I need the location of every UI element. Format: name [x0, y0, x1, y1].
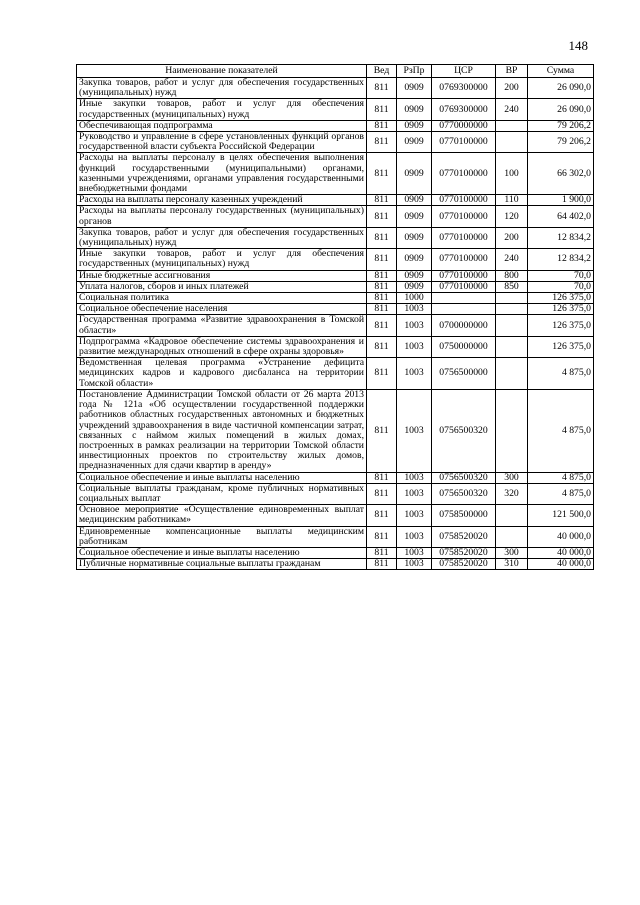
row-ved: 811	[367, 281, 397, 292]
row-sum: 66 302,0	[528, 153, 594, 195]
row-csr: 0758500000	[432, 505, 496, 526]
row-ved: 811	[367, 336, 397, 357]
row-ved: 811	[367, 270, 397, 281]
row-rzpr: 0909	[397, 120, 432, 131]
row-name: Социальное обеспечение и иные выплаты населению	[77, 472, 367, 483]
row-rzpr: 0909	[397, 78, 432, 99]
row-ved: 811	[367, 315, 397, 336]
row-csr: 0758520020	[432, 547, 496, 558]
row-sum: 79 206,2	[528, 120, 594, 131]
row-ved: 811	[367, 547, 397, 558]
row-rzpr: 1003	[397, 336, 432, 357]
table-row	[77, 526, 594, 547]
row-ved: 811	[367, 389, 397, 472]
row-rzpr: 0909	[397, 132, 432, 153]
row-rzpr: 1003	[397, 505, 432, 526]
row-ved: 811	[367, 526, 397, 547]
row-rzpr: 1003	[397, 526, 432, 547]
row-vr	[496, 293, 528, 304]
budget-table	[76, 64, 594, 570]
table-row	[77, 99, 594, 120]
table-row	[77, 227, 594, 248]
table-row	[77, 281, 594, 292]
row-csr: 0770100000	[432, 153, 496, 195]
row-csr: 0756500000	[432, 358, 496, 390]
row-vr: 800	[496, 270, 528, 281]
row-sum: 40 000,0	[528, 547, 594, 558]
row-ved: 811	[367, 358, 397, 390]
row-sum: 4 875,0	[528, 483, 594, 504]
row-rzpr: 1003	[397, 315, 432, 336]
row-name: Закупка товаров, работ и услуг для обеспечения государственных (муниципальных) нужд	[77, 78, 367, 99]
row-csr: 0756500320	[432, 389, 496, 472]
row-vr: 200	[496, 227, 528, 248]
row-name: Расходы на выплаты персоналу казенных учреждений	[77, 195, 367, 206]
row-rzpr: 1003	[397, 389, 432, 472]
row-ved: 811	[367, 78, 397, 99]
row-name: Расходы на выплаты персоналу в целях обеспечения выполнения функций государственными (муниципальными) органами, казенными учреждениями, органами управления государственными внебюджетными фондами	[77, 153, 367, 195]
row-sum: 126 375,0	[528, 304, 594, 315]
row-csr: 0770100000	[432, 195, 496, 206]
row-vr	[496, 526, 528, 547]
row-vr: 240	[496, 99, 528, 120]
table-row	[77, 304, 594, 315]
row-name: Уплата налогов, сборов и иных платежей	[77, 281, 367, 292]
row-name: Иные закупки товаров, работ и услуг для обеспечения государственных (муниципальных) нужд	[77, 99, 367, 120]
row-ved: 811	[367, 483, 397, 504]
row-vr: 100	[496, 153, 528, 195]
row-csr: 0758520020	[432, 526, 496, 547]
row-csr: 0770100000	[432, 270, 496, 281]
table-row	[77, 547, 594, 558]
row-rzpr: 1003	[397, 483, 432, 504]
row-sum: 12 834,2	[528, 227, 594, 248]
table-row	[77, 132, 594, 153]
row-ved: 811	[367, 99, 397, 120]
row-ved: 811	[367, 505, 397, 526]
row-vr	[496, 336, 528, 357]
row-rzpr: 0909	[397, 195, 432, 206]
row-sum: 26 090,0	[528, 78, 594, 99]
row-ved: 811	[367, 227, 397, 248]
row-vr	[496, 304, 528, 315]
row-vr: 110	[496, 195, 528, 206]
row-name: Публичные нормативные социальные выплаты гражданам	[77, 559, 367, 570]
row-rzpr: 0909	[397, 99, 432, 120]
row-rzpr: 0909	[397, 249, 432, 270]
row-rzpr: 1003	[397, 559, 432, 570]
table-row	[77, 336, 594, 357]
row-ved: 811	[367, 249, 397, 270]
row-sum: 126 375,0	[528, 293, 594, 304]
header-csr: ЦСР	[432, 65, 496, 78]
row-vr: 120	[496, 206, 528, 227]
row-sum: 126 375,0	[528, 315, 594, 336]
row-sum: 12 834,2	[528, 249, 594, 270]
row-name: Закупка товаров, работ и услуг для обеспечения государственных (муниципальных) нужд	[77, 227, 367, 248]
row-ved: 811	[367, 132, 397, 153]
row-vr: 310	[496, 559, 528, 570]
row-name: Социальное обеспечение населения	[77, 304, 367, 315]
header-ved: Вед	[367, 65, 397, 78]
page-number: 148	[568, 38, 588, 53]
row-name: Постановление Администрации Томской области от 26 марта 2013 года № 121а «Об осуществлении государственной поддержки работников областных государственных автономных и бюджетных учреждений здравоохранения в виде частичной компенсации затрат, связанных с наймом жилых помещений в жилых домах, построенных в рамках реализации на территории Томской области инвестиционных проектов по строительству жилых домов, предназначенных для сдачи квартир в аренду»	[77, 389, 367, 472]
row-ved: 811	[367, 206, 397, 227]
row-name: Расходы на выплаты персоналу государственных (муниципальных) органов	[77, 206, 367, 227]
row-ved: 811	[367, 195, 397, 206]
row-csr: 0770100000	[432, 281, 496, 292]
row-vr: 200	[496, 78, 528, 99]
row-sum: 26 090,0	[528, 99, 594, 120]
table-header-row	[77, 65, 594, 78]
table-row	[77, 472, 594, 483]
table-row	[77, 559, 594, 570]
row-name: Государственная программа «Развитие здравоохранения в Томской области»	[77, 315, 367, 336]
row-ved: 811	[367, 559, 397, 570]
row-sum: 79 206,2	[528, 132, 594, 153]
table-row	[77, 315, 594, 336]
row-csr: 0758520020	[432, 559, 496, 570]
row-csr: 0756500320	[432, 472, 496, 483]
header-vr: ВР	[496, 65, 528, 78]
row-name: Обеспечивающая подпрограмма	[77, 120, 367, 131]
row-name: Единовременные компенсационные выплаты медицинским работникам	[77, 526, 367, 547]
row-csr: 0700000000	[432, 315, 496, 336]
row-name: Подпрограмма «Кадровое обеспечение системы здравоохранения и развитие международных отношений в сфере охраны здоровья»	[77, 336, 367, 357]
row-rzpr: 0909	[397, 281, 432, 292]
table-row	[77, 153, 594, 195]
row-name: Основное мероприятие «Осуществление единовременных выплат медицинским работникам»	[77, 505, 367, 526]
row-csr: 0756500320	[432, 483, 496, 504]
row-csr: 0769300000	[432, 78, 496, 99]
row-rzpr: 1003	[397, 547, 432, 558]
row-csr: 0770100000	[432, 249, 496, 270]
row-sum: 126 375,0	[528, 336, 594, 357]
row-ved: 811	[367, 293, 397, 304]
row-sum: 40 000,0	[528, 559, 594, 570]
row-csr: 0770100000	[432, 132, 496, 153]
table-row	[77, 249, 594, 270]
row-rzpr: 0909	[397, 270, 432, 281]
row-csr: 0770100000	[432, 227, 496, 248]
row-vr: 300	[496, 547, 528, 558]
table-row	[77, 206, 594, 227]
row-vr: 240	[496, 249, 528, 270]
row-sum: 4 875,0	[528, 358, 594, 390]
row-ved: 811	[367, 120, 397, 131]
header-name: Наименование показателей	[77, 65, 367, 78]
row-csr: 0750000000	[432, 336, 496, 357]
row-csr: 0770100000	[432, 206, 496, 227]
row-ved: 811	[367, 153, 397, 195]
row-sum: 70,0	[528, 270, 594, 281]
table-body	[77, 78, 594, 570]
header-sum: Сумма	[528, 65, 594, 78]
row-vr	[496, 120, 528, 131]
row-vr	[496, 505, 528, 526]
row-name: Руководство и управление в сфере установленных функций органов государственной власти субъекта Российской Федерации	[77, 132, 367, 153]
row-vr	[496, 315, 528, 336]
row-name: Иные закупки товаров, работ и услуг для обеспечения государственных (муниципальных) нужд	[77, 249, 367, 270]
row-rzpr: 1000	[397, 293, 432, 304]
row-name: Социальное обеспечение и иные выплаты населению	[77, 547, 367, 558]
row-name: Социальные выплаты гражданам, кроме публичных нормативных социальных выплат	[77, 483, 367, 504]
row-ved: 811	[367, 472, 397, 483]
row-vr: 850	[496, 281, 528, 292]
row-sum: 4 875,0	[528, 389, 594, 472]
row-csr	[432, 293, 496, 304]
row-vr	[496, 358, 528, 390]
row-sum: 4 875,0	[528, 472, 594, 483]
row-csr: 0769300000	[432, 99, 496, 120]
row-name: Социальная политика	[77, 293, 367, 304]
row-rzpr: 0909	[397, 227, 432, 248]
row-rzpr: 0909	[397, 153, 432, 195]
table-row	[77, 270, 594, 281]
row-rzpr: 1003	[397, 472, 432, 483]
row-name: Ведомственная целевая программа «Устранение дефицита медицинских кадров и кадрового дисбаланса на территории Томской области»	[77, 358, 367, 390]
row-rzpr: 1003	[397, 304, 432, 315]
row-rzpr: 1003	[397, 358, 432, 390]
table-row	[77, 293, 594, 304]
table-row	[77, 120, 594, 131]
row-name: Иные бюджетные ассигнования	[77, 270, 367, 281]
row-vr: 320	[496, 483, 528, 504]
table-row	[77, 195, 594, 206]
row-vr: 300	[496, 472, 528, 483]
row-sum: 40 000,0	[528, 526, 594, 547]
row-sum: 1 900,0	[528, 195, 594, 206]
table-row	[77, 358, 594, 390]
row-vr	[496, 389, 528, 472]
table-row	[77, 505, 594, 526]
row-csr: 0770000000	[432, 120, 496, 131]
row-sum: 64 402,0	[528, 206, 594, 227]
row-rzpr: 0909	[397, 206, 432, 227]
header-rzpr: РзПр	[397, 65, 432, 78]
table-row	[77, 483, 594, 504]
table-row	[77, 78, 594, 99]
row-ved: 811	[367, 304, 397, 315]
row-csr	[432, 304, 496, 315]
row-vr	[496, 132, 528, 153]
row-sum: 121 500,0	[528, 505, 594, 526]
row-sum: 70,0	[528, 281, 594, 292]
table-row	[77, 389, 594, 472]
